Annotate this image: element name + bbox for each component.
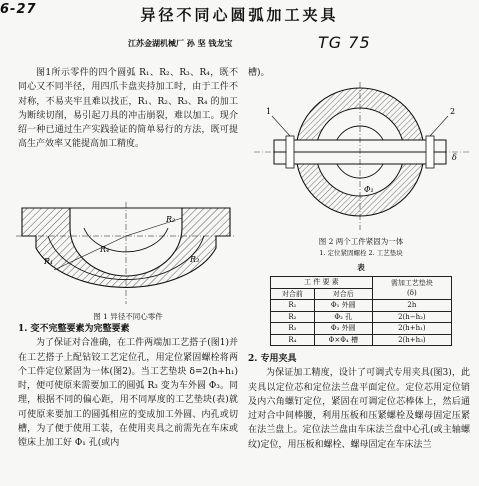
- table-cell: Φ₃ 外圆: [314, 323, 372, 335]
- figure-2-subcaption: 1. 定位紧固螺栓 2. 工艺垫块: [319, 249, 403, 257]
- table-header-gasket: [372, 277, 451, 300]
- table-cell: 2(h+h₃): [372, 334, 451, 346]
- fig2-label-delta: δ: [452, 153, 457, 162]
- table-cell: Φ₁ 外圆: [314, 300, 372, 312]
- table-title: 表: [357, 263, 365, 272]
- fig1-label-r4: R₄: [100, 245, 110, 254]
- figure-1-part-drawing: [14, 200, 239, 308]
- table-row: [271, 300, 452, 312]
- figure-2-assembly-drawing: [252, 80, 472, 232]
- table-header-gasket-label: 需加工艺垫块: [390, 279, 433, 287]
- corner-page-number: 6-27: [0, 2, 37, 17]
- intro-paragraph: 图1所示零件的四个圆弧 R₁、R₂、R₃、R₄，既不同心又不同半径，用四爪卡盘夹持加工时，由于工件不对称，不易夹牢且难以找正，R₁、R₂、R₃、R₄ 的加工为断续切削，易引起刀具的冲击崩裂，难以加工。现介绍一种已通过生产实践验证的简单易行的方法，既可提高生产效率又能提高加工精度。: [18, 68, 238, 150]
- right-column-continuation: 槽)。: [248, 68, 270, 78]
- table-row: [271, 311, 452, 323]
- table-cell: Φ×Φ₄ 槽: [314, 334, 372, 346]
- fig1-label-r3: R₃: [190, 255, 200, 264]
- right-column-lower: [248, 352, 470, 452]
- table-cell: 2h: [372, 300, 451, 312]
- section-1-paragraph: 为了保证对合准确，在工件两端加工艺搭子(图1)并在工艺搭子上配钻铰工艺定位孔，用定位紧固螺栓将两个工件定位紧固为一体(图2)。当工艺垫块 δ=2(h+h₁)时，便可使原来需要加工的圆弧 R₃ 变为车外圆 Φ₃。同理，根据不同的偏心距，用不同厚度的工艺垫块(表)就可使原来要加工的圆弧相应的变成加工外圆、内孔或切槽，为了便于使用工装，在使用夹具之前需先在车床或镗床上加工好 Φ₁ 孔(或内: [18, 338, 238, 449]
- table-header-elements: 工 件 要 素: [271, 277, 373, 289]
- table-row: [271, 323, 452, 335]
- section-2-paragraph: 为保证加工精度，设计了可调式专用夹具(图3)，此夹具以定位芯和定位法兰盘平面定位。定位芯用定位销及内六角螺钉定位，紧固在可调定位芯棒体上，然后通过对合中间棒腰，利用压板和压紧螺栓及螺母固定压紧在法兰盘上。定位法兰盘由车床法兰盘中心孔(或主轴螺纹)定位，用压板和螺栓、螺母固定在车床法兰: [248, 368, 470, 450]
- section-1-heading: 1. 变不完整要素为完整要素: [18, 324, 130, 334]
- article-title: 异径不同心圆弧加工夹具: [140, 6, 339, 24]
- table-cell: R₄: [271, 334, 315, 346]
- table-header-delta: (δ): [407, 289, 417, 297]
- table-cell: Φ₂ 孔: [314, 311, 372, 323]
- fig1-label-r1: R₁: [44, 257, 54, 266]
- fig2-label-phi1: Φ₁: [364, 185, 374, 194]
- table-cell: 2(h−h₂): [372, 311, 451, 323]
- fig1-label-r2: R₂: [166, 215, 176, 224]
- gasket-table: [270, 276, 452, 346]
- figure-1-caption: 图 1 异径不同心零件: [93, 312, 163, 321]
- table-subheader-after: 对合后: [314, 288, 372, 300]
- table-cell: 2(h+h₁): [372, 323, 451, 335]
- section-2-heading: 2. 专用夹具: [248, 354, 297, 364]
- left-column: [18, 66, 238, 152]
- article-authors: 江苏金湖机械厂 孙 坚 钱龙宝: [128, 38, 233, 48]
- table-row: [271, 334, 452, 346]
- figure-2-caption: 图 2 两个工件紧固为一体: [318, 237, 404, 246]
- fig2-label-2: 2: [450, 107, 456, 116]
- table-cell: R₃: [271, 323, 315, 335]
- table-subheader-before: 对合前: [271, 288, 315, 300]
- fig2-label-1: 1: [266, 107, 272, 116]
- table-cell: R₁: [271, 300, 315, 312]
- left-column-lower: [18, 322, 238, 451]
- table-cell: R₂: [271, 311, 315, 323]
- right-column-top: [248, 66, 470, 80]
- classification-stamp: TG 75: [318, 33, 371, 52]
